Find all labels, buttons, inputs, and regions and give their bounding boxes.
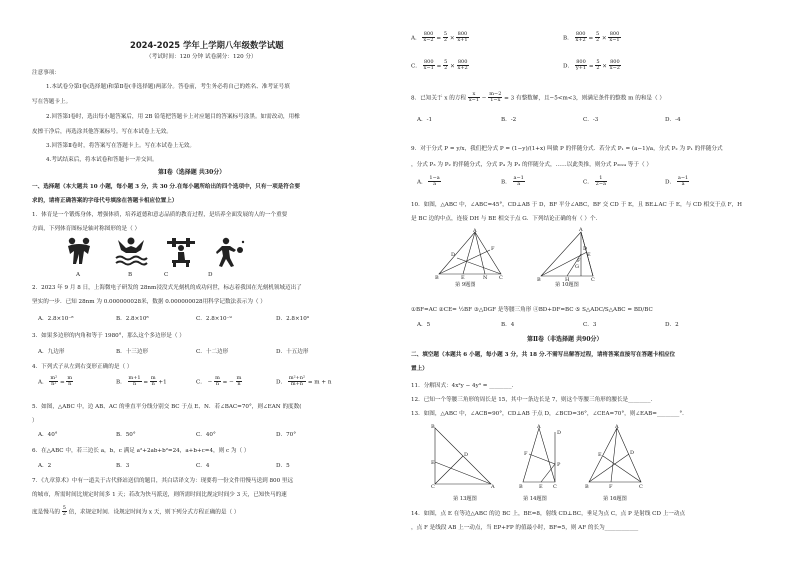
equals: = 3 <box>504 95 515 102</box>
equals: = <box>222 379 228 386</box>
numerator: 800 <box>609 31 620 37</box>
section1-instruction: 求的，请将正确答案的字母代号填涂在答题卡相应位置上） <box>32 198 178 204</box>
section1-instruction: 一、选择题（本大题共 10 小题，每小题 3 分，共 30 分.在每小题所给出的四个选项中，只有一项是符合要 <box>32 184 301 190</box>
q4-option-d <box>276 376 331 388</box>
denominator: a <box>433 181 437 188</box>
q4-b-tail: +1 <box>158 379 167 386</box>
denominator: n <box>151 381 155 388</box>
denominator: x+2 <box>575 37 586 44</box>
q12-text: 12．已知一个等腰三角形的周长是 15，其中一条边长是 7，则这个等腰三角形的腰长是________． <box>411 397 657 403</box>
q2-option-d: D．2.8×10⁹ <box>276 316 310 322</box>
svg-text:F: F <box>524 451 528 457</box>
fraction <box>595 60 600 72</box>
svg-text:B: B <box>519 484 523 488</box>
equals: = <box>436 35 442 42</box>
option-prefix: B． <box>501 179 511 186</box>
q1-text: 1．体育是一个锻炼身体，增强体质，培养道德和意志品质的教育过程，是培养全面发展的人的一个重要 <box>32 212 288 218</box>
equals: = <box>143 379 149 386</box>
fraction <box>575 60 587 72</box>
q8-text-post: 有整数解，且−5<m<3，则满足条件的整数 m 的和是（ ） <box>515 95 665 102</box>
q8-option-d: D．-4 <box>665 117 681 123</box>
q11-text: 11．分解因式：4x²y − 4y³ = ________． <box>411 383 518 389</box>
q2-option-a: A．2.8×10⁻⁸ <box>38 316 74 322</box>
fraction <box>288 376 306 388</box>
sport-icon-water-polo-icon <box>114 236 148 268</box>
option-prefix: C． <box>411 63 421 70</box>
numerator: x <box>468 92 480 98</box>
svg-text:D: D <box>630 450 635 456</box>
option-prefix: D． <box>665 179 676 186</box>
svg-text:N: N <box>483 275 488 280</box>
minus: − <box>207 379 213 386</box>
q4-option-b <box>116 376 167 388</box>
numerator: 5 <box>596 59 600 65</box>
q4-b-prefix: B． <box>116 379 126 386</box>
fraction <box>443 60 448 72</box>
q10-text: 10．如图，△ABC 中，∠ABC=45°，CD⊥AB 于 D，BF 平分∠ABC，BF 交 CD 于 E，且 BE⊥AC 于 E，与 CD 相交于点 F，H <box>411 202 743 208</box>
section2-instruction: 置上） <box>411 366 428 372</box>
svg-text:C: C <box>431 484 435 488</box>
q4-d-tail: = m + n <box>307 379 332 386</box>
q14-text: ，点 F 是线段 AB 上一动点，当 EP+FP 的值最小时，BF=5，则 AF 的长为____________ <box>411 525 639 531</box>
q2-text: 2．2023 年 9 月 8 日，上海微电子研发的 28nm浸没式光刻机的成功问世，标志着我国在光刻机领域迈出了 <box>32 285 302 291</box>
q8-option-b: B．-2 <box>501 117 517 123</box>
numerator: 5 <box>595 31 600 37</box>
numerator: 800 <box>610 59 620 65</box>
q9-option-a <box>417 176 441 188</box>
svg-text:A: A <box>473 228 477 234</box>
numerator: a−1 <box>677 175 689 181</box>
q2-option-b: B．2.8×10⁸ <box>116 316 149 322</box>
notice-line: 皮擦干净后，再选涂其他答案标号。写在本试卷上无效。 <box>32 129 172 135</box>
q6-option-b: B．3 <box>116 463 130 469</box>
denominator: 2 <box>62 511 66 518</box>
fraction <box>595 176 607 188</box>
q8-text-pre: 8．已知关于 x 的方程 <box>411 95 467 102</box>
figure-9-caption: 第 9题图 <box>455 282 476 288</box>
fraction <box>513 176 525 188</box>
minus: − <box>481 95 487 102</box>
sport-icon-wrestling-icon <box>62 236 96 268</box>
svg-text:C: C <box>591 277 595 282</box>
figure-16-triangle-diagram <box>585 424 645 488</box>
denominator: x−1 <box>468 97 480 104</box>
notice-line: 2.回答第Ⅰ卷时，选出每小题答案后，用 2B 铅笔把答题卡上对应题目的答案标号涂黑。如需改动，用橡 <box>46 114 300 120</box>
times: × <box>449 35 455 42</box>
fraction <box>49 376 58 388</box>
fraction <box>150 376 157 388</box>
q10-option-c: C．3 <box>583 322 597 328</box>
notice-line: 1.本试卷分第Ⅰ卷(选择题)和第Ⅱ卷(非选择题)两部分。答卷前，考生务必将自己的姓名、准考证号填 <box>46 84 290 90</box>
fraction <box>423 60 435 72</box>
svg-text:E: E <box>539 484 543 488</box>
svg-text:A: A <box>615 424 619 430</box>
q1-option-label: D <box>208 272 213 278</box>
svg-text:E: E <box>598 452 602 458</box>
times: × <box>450 63 455 70</box>
fraction <box>456 32 468 44</box>
denominator: n² <box>51 381 57 388</box>
fraction <box>595 32 600 44</box>
fraction <box>488 92 502 104</box>
svg-text:E: E <box>431 460 435 466</box>
q7-option-b <box>563 32 621 44</box>
notice-heading: 注意事项： <box>32 70 60 76</box>
svg-text:H: H <box>565 277 570 282</box>
svg-text:A: A <box>537 424 541 430</box>
fraction <box>128 376 142 388</box>
q7-option-d <box>563 60 621 72</box>
q5-option-c: C．40° <box>196 432 216 438</box>
svg-text:P: P <box>557 462 561 468</box>
q10-option-a: A．5 <box>417 322 431 328</box>
numerator: a−1 <box>513 175 524 181</box>
figure-10-caption: 第 10题图 <box>555 282 579 288</box>
right-column <box>397 0 794 561</box>
fraction <box>62 506 67 518</box>
notice-line: 3.回答第Ⅱ卷时，将答案写在答题卡上。写在本试卷上无效。 <box>46 143 195 149</box>
svg-text:C: C <box>499 275 503 280</box>
sport-icon-weightlifting-icon <box>164 236 198 268</box>
denominator: 2−a <box>595 181 607 188</box>
q3-option-b: B．十三边形 <box>116 349 149 355</box>
svg-text:F: F <box>491 246 495 252</box>
q6-text: 6．在△ABC 中，若三边长 a，b，c 满足 a²+2ab+b²=24，a+b+c=4，则 c 为（ ） <box>32 448 250 454</box>
q9-text: 9．对于分式 P = y/x，我们把分式 P = (1−y)/(1+x) 叫做 P 的伴随分式．若分式 P₁ = (a−1)/a，分式 P₂ 为 P₁ 的伴随分式 <box>411 146 723 152</box>
figure-10-triangle-diagram <box>537 226 603 282</box>
q4-option-c <box>196 376 242 388</box>
times: × <box>601 35 607 42</box>
q5-option-a: A．40° <box>38 432 58 438</box>
numerator: m−2 <box>489 91 502 97</box>
svg-text:D: D <box>583 246 588 252</box>
equals: = <box>588 63 594 70</box>
denominator: 1−x <box>490 97 501 104</box>
fraction <box>428 176 440 188</box>
numerator: m <box>150 375 156 381</box>
q7-text: 度是慢马的 <box>32 509 60 516</box>
figure-13-caption: 第 13题图 <box>453 496 477 502</box>
svg-text:A: A <box>579 227 583 233</box>
numerator: m <box>236 375 242 381</box>
q6-option-c: C．4 <box>196 463 210 469</box>
denominator: 2 <box>596 65 600 72</box>
svg-text:D: D <box>464 452 469 458</box>
q4-a-prefix: A． <box>38 379 48 386</box>
q4-d-prefix: D． <box>276 379 287 386</box>
numerator: 5 <box>443 31 448 37</box>
svg-text:B: B <box>585 484 589 488</box>
svg-text:D: D <box>557 430 562 436</box>
q5-option-d: D．70° <box>276 432 296 438</box>
q10-statements: ①BF=AC ②CE= ½BF ③△DGF 是等腰三角形 ④BD+DF=BC ⑤ S△ADC/S△ABC = BD/BC <box>411 307 653 313</box>
denominator: x−2 <box>609 65 620 72</box>
denominator: x−1 <box>609 37 620 44</box>
denominator: a <box>517 181 521 188</box>
q7-option-a <box>411 32 469 44</box>
denominator: n <box>68 381 72 388</box>
figure-14-triangle-diagram <box>517 424 563 488</box>
numerator: 5 <box>62 505 66 511</box>
q7-option-c <box>411 60 469 72</box>
numerator: 800 <box>423 59 434 65</box>
option-prefix: B． <box>563 35 573 42</box>
sport-icon-table-tennis-icon <box>212 236 246 268</box>
exam-subtitle: （考试时间：120 分钟 试卷满分：120 分） <box>146 54 257 60</box>
svg-text:F: F <box>577 258 581 264</box>
q2-text: 坚实的一步．已知 28nm 为 0.000000028米，数据 0.000000028用科学记数法表示为（ ） <box>32 299 266 305</box>
svg-text:E: E <box>587 252 591 258</box>
q3-option-d: D．十五边形 <box>276 349 309 355</box>
denominator: n <box>237 381 241 388</box>
q9-option-c <box>583 176 607 188</box>
q6-option-a: A．2 <box>38 463 52 469</box>
svg-text:C: C <box>639 484 643 488</box>
q10-option-b: B．4 <box>501 322 515 328</box>
q4-option-a <box>38 376 73 388</box>
q1-text: 方面，下列体育图标是轴对称图形的是（ ） <box>32 226 141 232</box>
numerator: 1 <box>595 176 607 182</box>
numerator: 800 <box>423 31 434 37</box>
section1-title: 第Ⅰ卷（选择题 共30分） <box>158 169 226 176</box>
q3-option-a: A．九边形 <box>38 349 65 355</box>
q3-text: 3．如果多边形的内角和等于 1980°，那么这个多边形是（ ） <box>32 333 185 339</box>
fraction <box>422 32 434 44</box>
q10-text: 是 BC 边的中点，连接 DH 与 BE 相交于点 G．下列结论正确的有（ ）个． <box>411 216 602 222</box>
numerator: 800 <box>457 59 468 65</box>
numerator: 5 <box>444 59 448 65</box>
svg-text:G: G <box>575 264 579 270</box>
q7-text: 7．《九章算术》中有一道关于古代驿站送信的题目，其白话译文为：现要将一份文件用慢马送到 800 里远 <box>32 478 294 484</box>
q6-option-d: D．5 <box>276 463 290 469</box>
fraction <box>66 376 73 388</box>
denominator: x+2 <box>457 65 468 72</box>
figure-14-caption: 第 14题图 <box>523 496 547 502</box>
figure-13-right-triangle-diagram <box>431 424 495 488</box>
q1-option-label: A <box>76 272 81 278</box>
fraction <box>575 32 587 44</box>
q9-option-b <box>501 176 525 188</box>
q7-text-line3 <box>32 506 239 518</box>
fraction <box>677 176 689 188</box>
denominator: 2 <box>443 37 448 44</box>
denominator: x+1 <box>457 37 468 44</box>
section2-instruction: 二、填空题（本题共 6 小题，每小题 3 分，共 18 分.不需写出解答过程，请将答案直接写在答题卡相应位 <box>411 352 676 358</box>
q5-text: 5．如图，△ABC 中，边 AB、AC 的垂直平分线分别交 BC 于点 E、N．若∠BAC=70°，则∠EAN 的度数( <box>32 404 302 410</box>
q1-option-label: B <box>128 272 133 278</box>
svg-text:B: B <box>435 275 439 280</box>
q1-option-label: C <box>164 272 169 278</box>
fraction <box>609 60 621 72</box>
q5-text: ） <box>32 418 38 424</box>
denominator: n <box>132 381 137 388</box>
fraction <box>468 92 480 104</box>
q8-text <box>411 92 665 104</box>
q13-text: 13．如图，△ABC 中，∠ACB=90°，CD⊥AB 于点 D，∠BCD=36°，∠CEA=70°，则∠EAB=________°． <box>411 411 688 417</box>
svg-text:B: B <box>431 424 435 430</box>
exam-title: 2024-2025 学年上学期八年级数学试题 <box>130 40 284 50</box>
figure-9-triangle-diagram <box>435 228 505 280</box>
equals: = <box>588 35 594 42</box>
fraction <box>608 32 620 44</box>
equals: = <box>59 379 65 386</box>
section2-title: 第Ⅱ卷（非选择题 共90分） <box>527 336 603 343</box>
svg-text:C: C <box>553 484 557 488</box>
denominator: 2 <box>595 37 600 44</box>
denominator: a <box>681 181 685 188</box>
q8-option-c: C．-3 <box>583 117 599 123</box>
svg-text:D: D <box>451 252 456 258</box>
denominator: x−1 <box>423 65 434 72</box>
q9-text: ，分式 P₃ 为 P₂ 的伴随分式，分式 P₄ 为 P₃ 的伴随分式，……以此类推，则分式 P₂₀₂₄ 等于（ ） <box>411 162 652 168</box>
q2-option-c: C．2.8×10⁻⁹ <box>196 316 232 322</box>
numerator: m <box>67 375 73 381</box>
option-prefix: A． <box>417 179 427 186</box>
equals: = <box>436 63 442 70</box>
q8-option-a: A．-1 <box>417 117 433 123</box>
q4-text: 4．下列式子从左到右变形正确的是（ ） <box>32 364 133 370</box>
q10-option-d: D．2 <box>665 322 679 328</box>
denominator: m+n <box>290 381 304 388</box>
numerator: m² <box>50 375 58 381</box>
q3-option-c: C．十二边形 <box>196 349 229 355</box>
option-prefix: C． <box>583 179 593 186</box>
option-prefix: D． <box>563 63 574 70</box>
notice-line: 写在答题卡上。 <box>32 99 72 105</box>
numerator: 800 <box>457 31 468 37</box>
q14-text: 14．如图，点 E 在等边△ABC 的边 BC 上，BE=8，射线 CD⊥BC，垂足为点 C，点 P 是射线 CD 上一动点 <box>411 511 686 517</box>
option-prefix: A． <box>411 35 421 42</box>
numerator: 800 <box>575 31 586 37</box>
svg-text:F: F <box>609 484 613 488</box>
numerator: m+1 <box>128 375 141 381</box>
denominator: y+1 <box>575 65 587 72</box>
svg-text:B: B <box>537 277 541 282</box>
figure-16-caption: 第 16题图 <box>603 496 627 502</box>
fraction <box>214 376 221 388</box>
times: × <box>602 63 607 70</box>
q7-text: 倍，求规定时间．设规定时间为 x 天，则下列分式方程正确的是（ ） <box>68 509 240 516</box>
svg-text:E: E <box>461 275 465 280</box>
fraction <box>443 32 448 44</box>
fraction <box>236 376 243 388</box>
fraction <box>457 60 469 72</box>
denominator: n <box>215 381 220 388</box>
notice-line: 4.考试结束后，将本试卷和答题卡一并交回。 <box>46 157 158 163</box>
denominator: 2 <box>444 65 448 72</box>
svg-text:A: A <box>491 484 495 488</box>
numerator: 800 <box>576 59 586 65</box>
q7-text: 的城市，所需时间比规定时间多 1 天；若改为快马派送，则所需时间比规定时间少 3 天，已知快马的速 <box>32 492 287 498</box>
q9-option-d <box>665 176 689 188</box>
denominator: x−2 <box>423 37 434 44</box>
numerator: m²+n² <box>288 375 306 381</box>
numerator: m <box>215 375 220 381</box>
q4-c-prefix: C． <box>196 379 206 386</box>
numerator: 1−a <box>429 175 440 181</box>
minus: − <box>229 379 234 386</box>
q5-option-b: B．50° <box>116 432 136 438</box>
